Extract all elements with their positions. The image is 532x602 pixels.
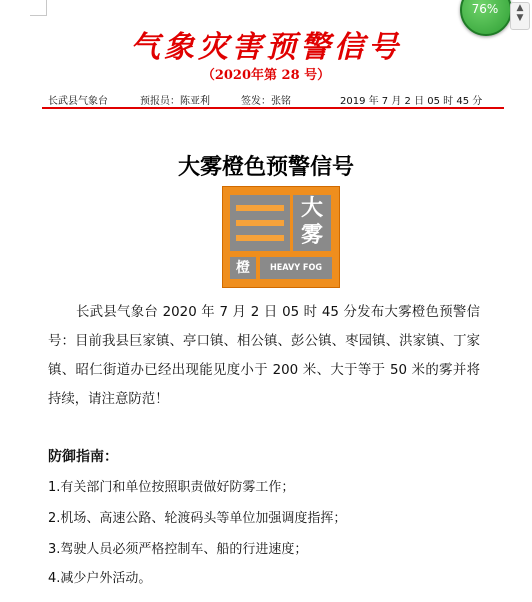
signal-char-bottom: 雾 bbox=[300, 223, 323, 248]
signal-label: HEAVY FOG bbox=[260, 257, 332, 279]
masthead-title: 气象灾害预警信号 bbox=[130, 30, 402, 65]
guide-item: 2.机场、高速公路、轮渡码头等单位加强调度指挥； bbox=[48, 511, 347, 526]
zoom-dropdown-icon[interactable]: ▲ ▼ bbox=[510, 2, 530, 30]
station-name: 长武县气象台 bbox=[48, 96, 108, 107]
guide-item: 1.有关部门和单位按照职责做好防雾工作； bbox=[48, 480, 295, 495]
header-divider bbox=[42, 107, 504, 109]
signal-type-chars bbox=[293, 195, 331, 251]
guide-item: 4.减少户外活动。 bbox=[48, 571, 152, 586]
signal-char-top: 大 bbox=[300, 196, 323, 221]
issue-datetime: 2019 年 7 月 2 日 05 时 45 分 bbox=[340, 96, 483, 107]
warning-body: 长武县气象台 2020 年 7 月 2 日 05 时 45 分发布大雾橙色预警信号：目前我县巨家镇、亭口镇、相公镇、彭公镇、枣园镇、洪家镇、丁家镇、昭仁街道办已经出现能见度小于 200 米、大于等于 50 米的雾并将持续，请注意防范！ bbox=[48, 305, 480, 407]
meta-row bbox=[48, 92, 488, 108]
page-corner-mark bbox=[30, 0, 47, 16]
zoom-percent: 76% bbox=[471, 2, 499, 16]
reporter: 预报员：陈亚利 bbox=[140, 96, 210, 107]
signal-level-char: 橙 bbox=[230, 257, 256, 279]
signer: 签发：张铭 bbox=[241, 96, 291, 107]
document-title: 大雾橙色预警信号 bbox=[177, 154, 354, 180]
fog-bars-icon bbox=[230, 195, 290, 251]
guide-heading: 防御指南： bbox=[48, 449, 118, 465]
heavy-fog-signal-icon bbox=[222, 186, 340, 288]
guide-item: 3.驾驶人员必须严格控制车、船的行进速度； bbox=[48, 542, 308, 557]
issue-number: （2020年第 28 号） bbox=[201, 68, 331, 83]
